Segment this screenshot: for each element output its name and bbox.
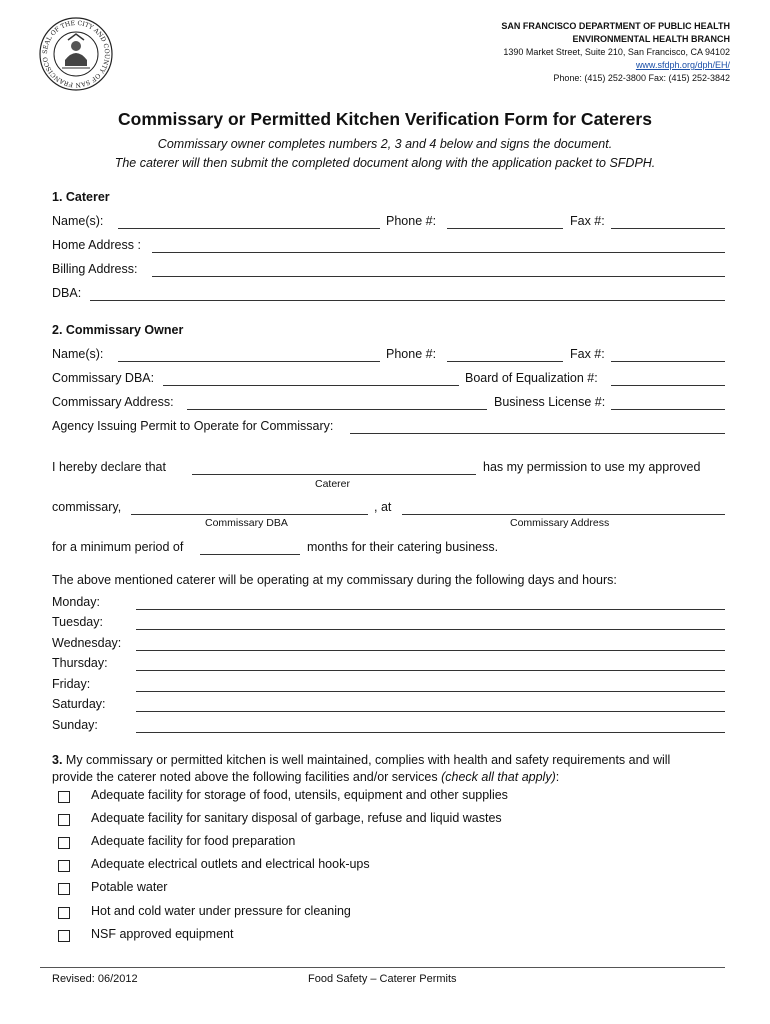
facility-label-electrical: Adequate electrical outlets and electrical hook-ups: [91, 857, 370, 871]
caterer-dba-label: DBA:: [52, 286, 82, 300]
checkbox-potable-water[interactable]: [58, 883, 70, 895]
day-hours-saturday[interactable]: [136, 697, 725, 711]
facilities-intro-colon: :: [555, 770, 560, 784]
caterer-home-label: Home Address :: [52, 238, 141, 252]
declare-address-field[interactable]: [402, 500, 725, 514]
caterer-billing-label: Billing Address:: [52, 262, 138, 276]
owner-agency-label: Agency Issuing Permit to Operate for Commissary:: [52, 419, 334, 433]
day-hours-sunday[interactable]: [136, 718, 725, 732]
facility-label-nsf-equipment: NSF approved equipment: [91, 927, 234, 941]
day-label-monday: Monday:: [52, 595, 100, 609]
facilities-intro-text-1: My commissary or permitted kitchen is well maintained, complies with health and safety requirements and will: [62, 753, 671, 767]
owner-dba-label: Commissary DBA:: [52, 371, 155, 385]
facilities-intro-1: [52, 753, 670, 767]
period-field[interactable]: [200, 540, 300, 554]
owner-fax-label: Fax #:: [570, 347, 605, 361]
day-hours-monday[interactable]: [136, 595, 725, 609]
caterer-dba-field[interactable]: [90, 286, 725, 300]
dba-caption: Commissary DBA: [205, 517, 288, 529]
months-text: months for their catering business.: [307, 540, 499, 554]
facilities-intro-text-2: provide the caterer noted above the following facilities and/or services: [52, 770, 442, 784]
facility-label-disposal: Adequate facility for sanitary disposal of garbage, refuse and liquid wastes: [91, 811, 502, 825]
checkbox-storage[interactable]: [58, 791, 70, 803]
checkbox-disposal[interactable]: [58, 814, 70, 826]
footer-center: Food Safety – Caterer Permits: [308, 973, 457, 985]
facilities-intro-2: [52, 770, 559, 784]
caterer-fax-field[interactable]: [611, 214, 725, 228]
owner-agency-field[interactable]: [350, 419, 725, 433]
facility-label-preparation: Adequate facility for food preparation: [91, 834, 296, 848]
owner-heading: 2. Commissary Owner: [52, 323, 184, 337]
owner-names-label: Name(s):: [52, 347, 104, 361]
caterer-phone-field[interactable]: [447, 214, 563, 228]
day-label-friday: Friday:: [52, 677, 91, 691]
branch-name: ENVIRONMENTAL HEALTH BRANCH: [572, 34, 730, 44]
caterer-phone-label: Phone #:: [386, 214, 437, 228]
caterer-names-label: Name(s):: [52, 214, 104, 228]
caterer-home-field[interactable]: [152, 238, 725, 252]
subtitle-line-2: The caterer will then submit the completed document along with the application packet to SFDPH.: [114, 156, 656, 170]
subtitle-line-1: Commissary owner completes numbers 2, 3 and 4 below and signs the document.: [157, 137, 613, 151]
declare-caterer-field[interactable]: [192, 460, 476, 474]
owner-boe-field[interactable]: [611, 371, 725, 385]
owner-address-label: Commissary Address:: [52, 395, 174, 409]
dept-website-link[interactable]: www.sfdph.org/dph/EH/: [635, 60, 730, 70]
page-title: Commissary or Permitted Kitchen Verification Form for Caterers: [118, 109, 652, 129]
day-label-wednesday: Wednesday:: [52, 636, 122, 650]
facility-label-storage: Adequate facility for storage of food, utensils, equipment and other supplies: [91, 788, 508, 802]
checkbox-preparation[interactable]: [58, 837, 70, 849]
day-hours-thursday[interactable]: [136, 656, 725, 670]
checkbox-nsf-equipment[interactable]: [58, 930, 70, 942]
owner-fax-field[interactable]: [611, 347, 725, 361]
day-hours-tuesday[interactable]: [136, 615, 725, 629]
declare-dba-field[interactable]: [131, 500, 368, 514]
owner-dba-field[interactable]: [163, 371, 459, 385]
owner-names-field[interactable]: [118, 347, 380, 361]
caterer-caption: Caterer: [315, 478, 351, 490]
city-seal-logo: [38, 16, 114, 92]
dept-phone-fax: Phone: (415) 252-3800 Fax: (415) 252-3842: [553, 73, 730, 83]
day-label-thursday: Thursday:: [52, 656, 108, 670]
owner-address-field[interactable]: [187, 395, 487, 409]
footer-revised: Revised: 06/2012: [52, 973, 138, 985]
owner-phone-field[interactable]: [447, 347, 563, 361]
footer-divider: [40, 967, 725, 968]
facilities-number: 3.: [52, 753, 63, 767]
dept-name: SAN FRANCISCO DEPARTMENT OF PUBLIC HEALTH: [501, 21, 730, 31]
permission-text: has my permission to use my approved: [483, 460, 701, 474]
caterer-heading: 1. Caterer: [52, 190, 110, 204]
at-text: , at: [374, 500, 392, 514]
facilities-intro-italic: (check all that apply): [441, 770, 556, 784]
day-label-saturday: Saturday:: [52, 697, 106, 711]
facility-label-potable-water: Potable water: [91, 880, 168, 894]
day-label-tuesday: Tuesday:: [52, 615, 103, 629]
period-text: for a minimum period of: [52, 540, 184, 554]
caterer-fax-label: Fax #:: [570, 214, 605, 228]
day-label-sunday: Sunday:: [52, 718, 98, 732]
facility-label-hot-cold-water: Hot and cold water under pressure for cleaning: [91, 904, 351, 918]
commissary-text: commissary,: [52, 500, 122, 514]
owner-license-label: Business License #:: [494, 395, 606, 409]
declare-text: I hereby declare that: [52, 460, 166, 474]
day-hours-friday[interactable]: [136, 677, 725, 691]
owner-boe-label: Board of Equalization #:: [465, 371, 598, 385]
caterer-names-field[interactable]: [118, 214, 380, 228]
address-caption: Commissary Address: [510, 517, 610, 529]
day-hours-wednesday[interactable]: [136, 636, 725, 650]
schedule-intro: The above mentioned caterer will be operating at my commissary during the following days and hours:: [52, 573, 617, 587]
owner-license-field[interactable]: [611, 395, 725, 409]
caterer-billing-field[interactable]: [152, 262, 725, 276]
checkbox-electrical[interactable]: [58, 860, 70, 872]
svg-text:SEAL OF THE CITY AND COUNTY OF: SEAL OF THE CITY AND COUNTY OF SAN FRANCISCO: [41, 19, 111, 89]
checkbox-hot-cold-water[interactable]: [58, 907, 70, 919]
owner-phone-label: Phone #:: [386, 347, 437, 361]
dept-address: 1390 Market Street, Suite 210, San Francisco, CA 94102: [503, 47, 730, 57]
